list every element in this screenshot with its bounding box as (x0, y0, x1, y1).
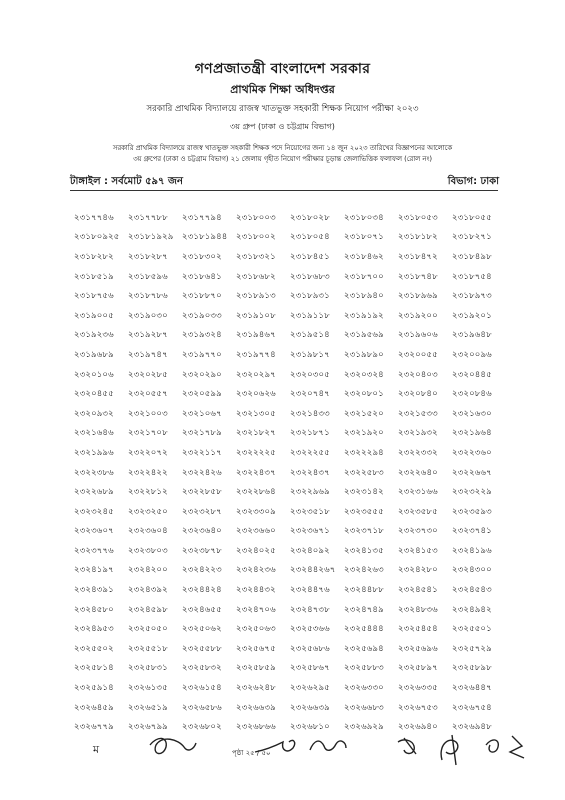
roll-number: ২৩২২১১৭ (182, 447, 222, 458)
roll-number: ২৩১৯০৩৩ (182, 310, 222, 321)
roll-number: ২৩২০০৫৫ (398, 349, 438, 360)
roll-number: ২৩২৬৭৫৩ (398, 702, 438, 713)
roll-number: ২৩২৫০৬২ (182, 624, 222, 635)
roll-row (74, 228, 506, 248)
roll-number: ২৩১৯১১৮ (290, 310, 330, 321)
roll-number: ২৩২৬৮১০ (290, 722, 330, 733)
roll-number: ২৩১৯০৩০ (128, 310, 168, 321)
roll-number: ২৩১৯৮৯০ (344, 349, 384, 360)
signature-5 (441, 735, 458, 765)
roll-number: ২৩২৬৩৩৫ (398, 683, 438, 694)
roll-number: ২৩২৫৮১৪ (74, 663, 114, 674)
roll-number: ২৩২১৩০৫ (236, 408, 276, 419)
roll-number: ২৩১৯৫১৪ (290, 330, 330, 341)
roll-number: ২৩২৫৫৮৮ (182, 643, 222, 654)
roll-row (74, 404, 506, 424)
roll-number: ২৩১৯২৮৭ (128, 330, 168, 341)
roll-number: ২৩১৮০৫৫ (452, 212, 492, 223)
roll-row (74, 208, 506, 228)
roll-number: ২৩২৪৩৯১ (74, 585, 114, 596)
roll-number: ২৩২৬৭৭৯ (74, 722, 114, 733)
roll-number: ২৩২৫০৫০ (128, 624, 168, 635)
roll-number: ২৩২৫৬৯৬ (398, 643, 438, 654)
roll-number: ২৩২৬৭৫৪ (452, 702, 492, 713)
roll-row (74, 580, 506, 600)
roll-number: ২৩২১৬৩০ (452, 408, 492, 419)
roll-number: ২৩২১৯৬৪ (452, 428, 492, 439)
roll-number: ২৩২৬৬৩৯ (290, 702, 330, 713)
roll-number: ২৩১৯৭৭৪ (236, 349, 276, 360)
roll-number: ২৩২৩৮০৩ (128, 545, 168, 556)
roll-number: ২৩২৩২৪৫ (74, 506, 114, 517)
page-number: পৃষ্ঠা ২৫ / ৫০ (232, 749, 271, 757)
roll-number: ২৩২০৩২৪ (344, 369, 384, 380)
roll-number: ২৩২১৮২৭ (236, 428, 276, 439)
roll-number: ২৩২৪০২৫ (236, 545, 276, 556)
roll-number: ২৩২২৪৩৭ (236, 467, 276, 478)
roll-number: ২৩১৮৪৬২ (344, 251, 384, 262)
roll-number: ২৩২৪৬৫৫ (182, 604, 222, 615)
result-notice (40, 143, 525, 165)
directorate-title: প্রাথমিক শিক্ষা অধিদপ্তর (230, 83, 335, 96)
roll-number: ২৩১৮৯৭৩ (452, 291, 492, 302)
roll-number: ২৩১৮০৯২৫ (74, 232, 120, 243)
roll-number: ২৩১৯১৯২ (344, 310, 384, 321)
roll-number: ২৩২২২৯৪ (344, 447, 384, 458)
roll-number: ২৩২১৭৮৯ (182, 428, 222, 439)
roll-number: ২৩২৪৪৮৮ (344, 585, 384, 596)
roll-number: ২৩২৪১৫৩ (398, 545, 438, 556)
roll-row (74, 384, 506, 404)
roll-row (74, 561, 506, 581)
roll-number: ২৩২০৭৪৭ (290, 389, 330, 400)
roll-number: ২৩২৪২৮০ (398, 565, 438, 576)
roll-row (74, 424, 506, 444)
roll-number: ২৩২৬৬৩৯ (236, 702, 276, 713)
roll-number: ২৩২৬২৪৮ (236, 683, 276, 694)
roll-number: ২৩২০৪৪৫ (452, 369, 492, 380)
roll-number: ২৩১৮১৯৪৪ (182, 232, 228, 243)
roll-number: ২৩২১০০৩ (128, 408, 168, 419)
roll-number: ২৩২৪২২৩ (182, 565, 222, 576)
roll-number: ২৩১৮৫১৯ (74, 271, 114, 282)
roll-number: ২৩২৩১৪২ (344, 487, 384, 498)
roll-number: ২৩১৯২০০ (398, 310, 438, 321)
signature-7 (510, 736, 524, 758)
roll-number: ২৩২২৮৫৮ (182, 487, 222, 498)
roll-number: ২৩২৪৫৯৮ (128, 604, 168, 615)
roll-number: ২৩১৮২৮৭ (128, 251, 168, 262)
roll-number: ২৩২৩৫৮৫ (398, 506, 438, 517)
roll-number: ২৩২২৬৮৯ (74, 487, 114, 498)
roll-number: ২৩২৫৮৬৭ (290, 663, 330, 674)
signature-4 (398, 738, 416, 754)
roll-number: ২৩২৬৯৪০ (398, 722, 438, 733)
roll-number: ২৩২২৮১২ (128, 487, 168, 498)
roll-number: ২৩২৩১৬৬ (398, 487, 438, 498)
roll-number: ২৩২৪২৬৩ (344, 565, 384, 576)
roll-number: ২৩২২৩৮৬ (74, 467, 114, 478)
roll-number: ২৩১৯২৩৬ (74, 330, 114, 341)
roll-number: ২৩২৪৩৯২ (128, 585, 168, 596)
roll-number: ২৩১৯৩২৪ (182, 330, 222, 341)
roll-number: ২৩২১৬৪৬ (74, 428, 114, 439)
district-total: টাঙ্গাইল : সর্বমোট ৫৯৭ জন (70, 176, 183, 187)
roll-number: ২৩২৪৯৫৩ (74, 624, 114, 635)
roll-number: ২৩২০২৯০ (182, 369, 222, 380)
roll-number: ২৩২৩৩০৯ (236, 506, 276, 517)
roll-number: ২৩২৬৯২৯ (344, 722, 384, 733)
roll-row (74, 443, 506, 463)
roll-number: ২৩২০০৯৬ (452, 349, 492, 360)
roll-number: ২৩২৪৭৪৯ (344, 604, 384, 615)
roll-number: ২৩২১৮৭১ (290, 428, 330, 439)
roll-number: ২৩২৪৪৩২ (236, 585, 276, 596)
roll-number: ২৩২১৯৯৬ (74, 447, 114, 458)
roll-number: ২৩২০৫৯৯ (182, 389, 222, 400)
roll-number: ২৩২১৭০৮ (128, 428, 168, 439)
roll-row (74, 717, 506, 737)
roll-number-grid (74, 208, 506, 737)
roll-number: ২৩২৪০৯২ (290, 545, 330, 556)
roll-row (74, 463, 506, 483)
notice-line-2: ৩য় গ্রুপের (ঢাকা ও চট্টগ্রাম বিভাগ) ২১ জেলায় গৃহীত নিয়োগ পরীক্ষার চূড়ান্ত জেলাভিত্তিক ফলাফল (রোল নং) (132, 155, 433, 163)
roll-row (74, 619, 506, 639)
roll-number: ২৩২৪৭০৬ (236, 604, 276, 615)
roll-number: ২৩২৪৯৪২ (452, 604, 492, 615)
roll-number: ২৩২৫৮৯৭ (398, 663, 438, 674)
roll-number: ২৩১৯৭৪৭ (128, 349, 168, 360)
roll-number: ২৩২৬৬৮৩ (344, 702, 384, 713)
roll-number: ২৩১৮৪৫১ (290, 251, 330, 262)
roll-number: ২৩১৮৪৯৮ (452, 251, 492, 262)
roll-number: ২৩২৪৪৭৬ (290, 585, 330, 596)
roll-number: ২৩২৪১৯৭ (74, 565, 114, 576)
roll-number: ২৩২০১০৬ (74, 369, 114, 380)
roll-number: ২৩২৩৬৭১ (290, 526, 330, 537)
roll-number: ২৩২০৪০৩ (398, 369, 438, 380)
roll-number: ২৩১৮৫৯৬ (128, 271, 168, 282)
roll-number: ২৩১৯৪৬৭ (236, 330, 276, 341)
group-title: ৩য় গ্রুপ (ঢাকা ও চট্টগ্রাম বিভাগ) (230, 122, 335, 131)
roll-number: ২৩১৭৭৮৮ (128, 212, 168, 223)
roll-row (74, 639, 506, 659)
signature-1 (150, 738, 196, 753)
roll-number: ২৩২২৪২৬ (182, 467, 222, 478)
roll-number: ২৩২০৪৫৫ (74, 389, 114, 400)
roll-number: ২৩১৯০০৫ (74, 310, 114, 321)
roll-number: ২৩১৮৭৮৬ (128, 291, 168, 302)
roll-number: ২৩২৬৮০২ (182, 722, 222, 733)
roll-number: ২৩২০৫৫৭ (128, 389, 168, 400)
roll-number: ২৩২২২২৫ (236, 447, 276, 458)
roll-row (74, 541, 506, 561)
roll-number: ২৩২৫৪৫৪ (398, 624, 438, 635)
roll-number: ২৩২৩৬০৭ (74, 526, 114, 537)
roll-row (74, 659, 506, 679)
roll-number: ২৩১৯৭৭০ (182, 349, 222, 360)
roll-number: ২৩১৮৭৫৬ (74, 291, 114, 302)
roll-number: ২৩২৫৬৯৪ (344, 643, 384, 654)
roll-number: ২৩১৮০০৩ (236, 212, 276, 223)
roll-row (74, 306, 506, 326)
roll-number: ২৩২৪৪২৪ (182, 585, 222, 596)
roll-row (74, 326, 506, 346)
roll-number: ২৩২৫৫০২ (74, 643, 114, 654)
roll-number: ২৩২২৫৮৩ (344, 467, 384, 478)
roll-number: ২৩২০২৮৫ (128, 369, 168, 380)
roll-row (74, 267, 506, 287)
roll-number: ২৩১৮১৮২ (398, 232, 438, 243)
roll-number: ২৩২২৩৩২ (398, 447, 438, 458)
roll-number: ২৩২২৪২২ (128, 467, 168, 478)
roll-number: ২৩২৫৫০১ (452, 624, 492, 635)
roll-number: ২৩২৬৩৩০ (344, 683, 384, 694)
roll-number: ২৩২০৮০১ (344, 389, 384, 400)
roll-number: ২৩১৮৬৪১ (182, 271, 222, 282)
roll-number: ২৩২১৪৩৩ (290, 408, 330, 419)
roll-number: ২৩২১৯৩২ (398, 428, 438, 439)
roll-row (74, 600, 506, 620)
roll-number: ২৩২৪৪২৬৭ (290, 565, 336, 576)
roll-number: ২৩২৪১৩৫ (344, 545, 384, 556)
roll-number: ২৩২৩৬০৪ (128, 526, 168, 537)
roll-number: ২৩২০৩০৫ (290, 369, 330, 380)
roll-row (74, 247, 506, 267)
roll-number: ২৩২৬৪৫৯ (74, 702, 114, 713)
roll-number: ২৩২৪৮৩৬ (398, 604, 438, 615)
roll-number: ২৩১৮৮৭০ (182, 291, 222, 302)
roll-number: ২৩২৩৫৫৫ (344, 506, 384, 517)
roll-number: ২৩২৩৮৭৮ (182, 545, 222, 556)
roll-number: ২৩১৮৬৮২ (236, 271, 276, 282)
roll-number: ২৩২০৮৪৬ (452, 389, 492, 400)
roll-number: ২৩১৮১৯২৯ (128, 232, 174, 243)
roll-number: ২৩১৮০২৮ (290, 212, 330, 223)
roll-number: ২৩২১৯২০ (344, 428, 384, 439)
roll-number: ২৩২৩২২৯ (452, 487, 492, 498)
roll-number: ২৩২১০৬৭ (182, 408, 222, 419)
roll-number: ২৩২২৬৪০ (398, 467, 438, 478)
roll-number: ২৩২৩৬৬০ (236, 526, 276, 537)
signature-6 (486, 740, 498, 752)
roll-number: ২৩১৮৯১৩ (236, 291, 276, 302)
roll-number: ২৩২১৫৩৩ (398, 408, 438, 419)
roll-number: ২৩১৮০৩৪ (344, 212, 384, 223)
roll-number: ২৩১৮০৭১ (344, 232, 384, 243)
roll-row (74, 365, 506, 385)
roll-number: ২৩২৬৪৪৭ (452, 683, 492, 694)
roll-number: ২৩২৬৫৮৬ (182, 702, 222, 713)
roll-number: ২৩২০৯৩২ (74, 408, 114, 419)
roll-number: ২৩২৪২৩৬ (236, 565, 276, 576)
roll-number: ২৩১৮০০২ (236, 232, 276, 243)
roll-number: ২৩২২৩৬০ (452, 447, 492, 458)
roll-number: ২৩২৫৯১৪ (74, 683, 114, 694)
roll-number: ২৩২৫৭২৯ (452, 643, 492, 654)
roll-number: ২৩২৫৬৮৬ (290, 643, 330, 654)
roll-number: ২৩১৮৭৫৪ (452, 271, 492, 282)
roll-number: ২৩২২৮৬৪ (236, 487, 276, 498)
roll-number: ২৩২৪৫৪৩ (452, 585, 492, 596)
roll-number: ২৩২৬৯৪৮ (452, 722, 492, 733)
roll-number: ২৩২৪২০০ (128, 565, 168, 576)
roll-number: ২৩২৫৮৮৩ (344, 663, 384, 674)
roll-number: ২৩২৩৭৩০ (398, 526, 438, 537)
roll-row (74, 286, 506, 306)
roll-number: ২৩১৮৩০২ (182, 251, 222, 262)
roll-number: ২৩২২০৭২ (128, 447, 168, 458)
header-divider (70, 190, 498, 191)
roll-number: ২৩২৩৭১৮ (344, 526, 384, 537)
roll-number: ২৩১৮৪৭২ (398, 251, 438, 262)
roll-number: ২৩১৯৬৮৯ (74, 349, 114, 360)
roll-number: ২৩১৯৬৪৮ (452, 330, 492, 341)
roll-number: ২৩২২৪৩৭ (290, 467, 330, 478)
roll-number: ২৩২৫৩৬৬ (290, 624, 330, 635)
roll-number: ২৩২৬২৯৫ (290, 683, 330, 694)
roll-number: ২৩২৩৫১৮ (290, 506, 330, 517)
roll-row (74, 522, 506, 542)
roll-number: ২৩১৮৩২১ (236, 251, 276, 262)
roll-number: ২৩২৫৫১৮ (128, 643, 168, 654)
roll-number: ২৩১৯২০১ (452, 310, 492, 321)
roll-number: ২৩২২৯৬৯ (290, 487, 330, 498)
roll-number: ২৩২৩৭৭৬ (74, 545, 114, 556)
roll-number: ২৩১৯৫৬৯ (344, 330, 384, 341)
roll-number: ২৩২৬১৩৫ (128, 683, 168, 694)
roll-number: ২৩২৪৫৮০ (74, 604, 114, 615)
roll-number: ২৩১৮২৭১ (452, 232, 492, 243)
roll-number: ২৩২০৮৪০ (398, 389, 438, 400)
roll-row (74, 345, 506, 365)
roll-number: ২৩১৯৬০৬ (398, 330, 438, 341)
roll-row (74, 698, 506, 718)
roll-number: ২৩২৩২৮৭ (182, 506, 222, 517)
roll-number: ২৩২৫৬৭৫ (236, 643, 276, 654)
roll-number: ২৩১৮৭৪৮ (398, 271, 438, 282)
roll-number: ২৩২৬৫১৯ (128, 702, 168, 713)
signature-3 (310, 741, 346, 750)
roll-row (74, 678, 506, 698)
roll-number: ২৩২০২৯৭ (236, 369, 276, 380)
roll-number: ২৩১৮৭০০ (344, 271, 384, 282)
roll-number: ২৩২২২৫৫ (290, 447, 330, 458)
roll-number: ২৩২৫৮৩১ (128, 663, 168, 674)
exam-title: সরকারি প্রাথমিক বিদ্যালয়ে রাজস্ব খাতভুক্ত সহকারী শিক্ষক নিয়োগ পরীক্ষা ২০২৩ (146, 104, 419, 114)
division-label: বিভাগ: ঢাকা (447, 176, 499, 187)
roll-number: ২৩১৭৭৪৬ (74, 212, 114, 223)
roll-number: ২৩২৩৫৯৩ (452, 506, 492, 517)
roll-number: ২৩২৬৭৯৯ (128, 722, 168, 733)
roll-row (74, 482, 506, 502)
roll-number: ২৩১৮০৫৩ (398, 212, 438, 223)
roll-number: ২৩২৫০৬৩ (236, 624, 276, 635)
initial-mark: ম (93, 743, 100, 756)
roll-number: ২৩২৫৪৪৪ (344, 624, 384, 635)
roll-number: ২৩২৪৭৩৮ (290, 604, 330, 615)
roll-number: ২৩২৩৬৪০ (182, 526, 222, 537)
government-title: গণপ্রজাতন্ত্রী বাংলাদেশ সরকার (194, 61, 371, 77)
roll-number: ২৩২৪৫৪১ (398, 585, 438, 596)
roll-number: ২৩২৪৩০০ (452, 565, 492, 576)
roll-number: ২৩১৮০৫৪ (290, 232, 330, 243)
roll-row (74, 502, 506, 522)
roll-number: ২৩১৮৬৮৩ (290, 271, 330, 282)
notice-line-1: সরকারি প্রাথমিক বিদ্যালয়ে রাজস্ব খাতভুক্ত সহকারী শিক্ষক পদে নিয়োগের জন্য ১৪ জুন ২০২৩ তারিখের বিজ্ঞাপনের আলোকে (112, 144, 453, 152)
roll-number: ২৩১৯৮১৭ (290, 349, 330, 360)
roll-number: ২৩১৮২৮২ (74, 251, 114, 262)
roll-number: ২৩২০৬২৬ (236, 389, 276, 400)
roll-number: ২৩২১৫২০ (344, 408, 384, 419)
roll-number: ২৩২৬১৫৪ (182, 683, 222, 694)
roll-number: ২৩২৩২৫০ (128, 506, 168, 517)
roll-number: ২৩১৯১০৮ (236, 310, 276, 321)
roll-number: ২৩২৩৭৪১ (452, 526, 492, 537)
roll-number: ২৩১৭৭৯৪ (182, 212, 222, 223)
roll-number: ২৩২৫৮৫৯ (236, 663, 276, 674)
roll-number: ২৩২৬৮৬৬ (236, 722, 276, 733)
roll-number: ২৩২৫৮৩২ (182, 663, 222, 674)
roll-number: ২৩১৮৯৪০ (344, 291, 384, 302)
roll-number: ২৩২৫৮৯৮ (452, 663, 492, 674)
roll-number: ২৩১৮৯৬৯ (398, 291, 438, 302)
roll-number: ২৩১৮৯৩১ (290, 291, 330, 302)
roll-number: ২৩২৪১৯৬ (452, 545, 492, 556)
roll-number: ২৩২২৬৬৭ (452, 467, 492, 478)
